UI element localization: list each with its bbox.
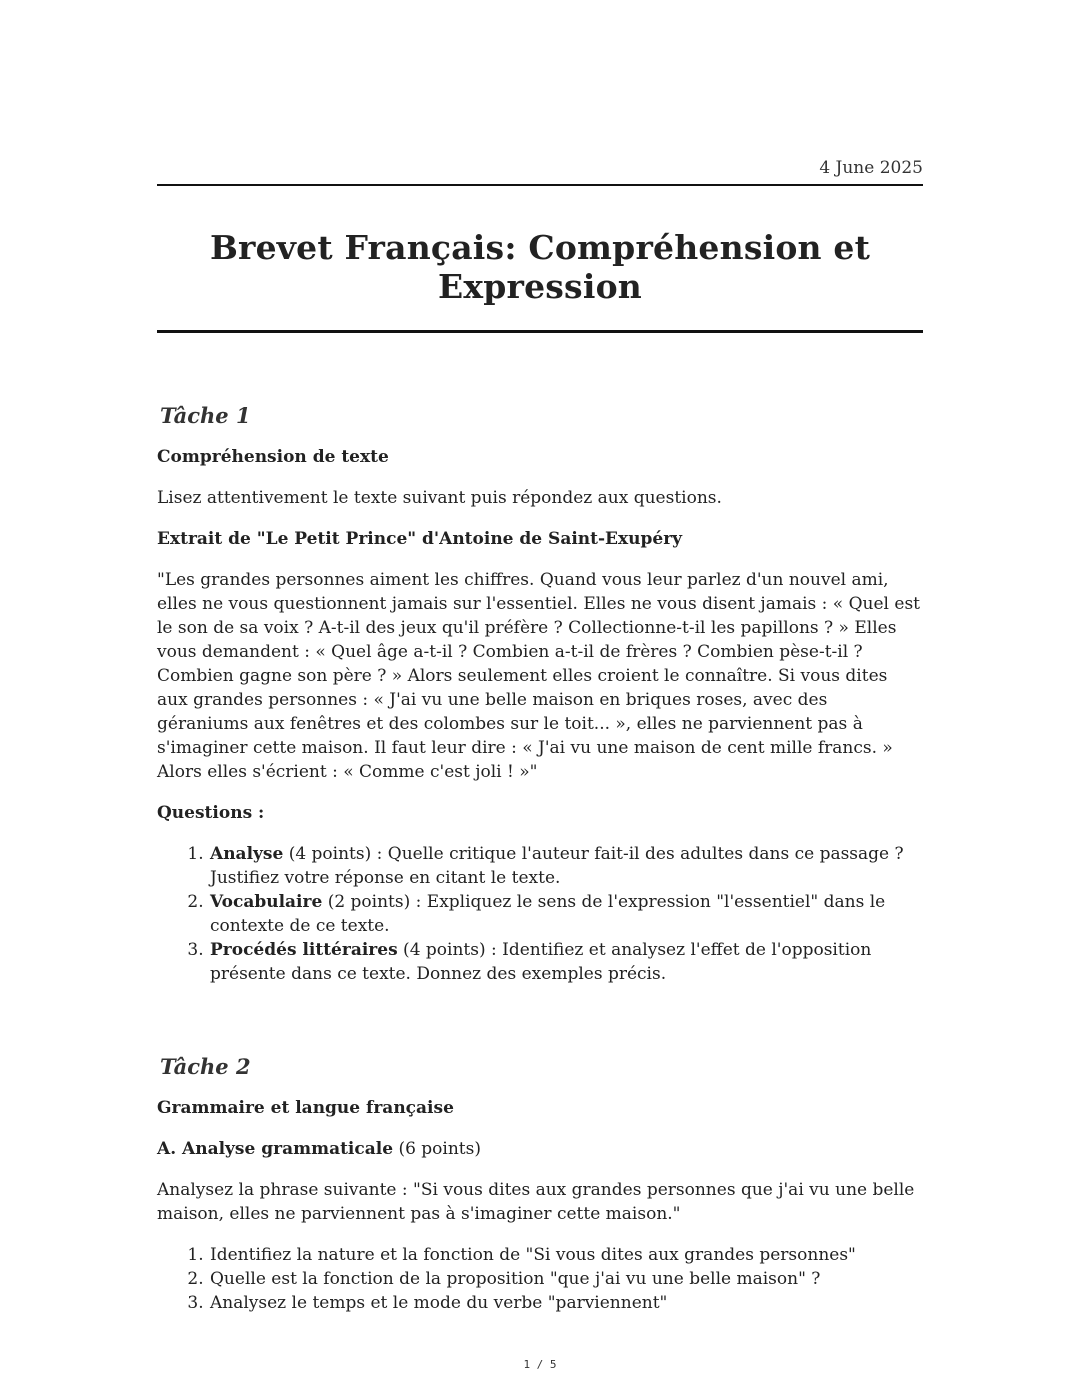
grammar-item: 2. Quelle est la fonction de la proposition "que j'ai vu une belle maison" ? [209,1267,923,1291]
title-divider [157,330,923,333]
section-a-heading [157,1137,923,1161]
question-text: (4 points) : Identifiez et analysez l'effet de l'opposition présente dans ce texte. Donnez des exemples précis. [210,940,872,984]
grammar-item: 3. Analysez le temps et le mode du verbe "parviennent" [209,1291,923,1315]
page-title: Brevet Français: Compréhension et Expression [209,228,871,306]
grammar-items-list [157,1243,923,1315]
question-term: Vocabulaire [210,892,323,912]
section-a-points: (6 points) [393,1139,481,1159]
extract-title: Extrait de "Le Petit Prince" d'Antoine de Saint-Exupéry [157,529,683,549]
header-divider [157,184,923,186]
task-2-section [157,1054,923,1315]
questions-label: Questions : [157,803,265,823]
questions-list [157,842,923,986]
question-item [209,938,923,986]
task-1-section [157,403,923,986]
question-term: Procédés littéraires [210,940,398,960]
task-1-subtitle: Compréhension de texte [157,447,389,467]
question-term: Analyse [210,844,284,864]
document-body [157,403,923,1315]
task-1-heading: Tâche 1 [160,403,251,428]
task-2-instruction: Analysez la phrase suivante : "Si vous dites aux grandes personnes que j'ai vu une belle maison, elles ne parviennent pas à s'imaginer cette maison." [157,1180,915,1224]
extract-passage: "Les grandes personnes aiment les chiffres. Quand vous leur parlez d'un nouvel ami, elles ne vous questionnent jamais sur l'essentiel. Elles ne vous disent jamais : « Quel est le son de sa voix ? A-t-il des jeux qu'il préfère ? Collectionne-t-il les papillons ? » Elles vous demandent : « Quel âge a-t-il ? Combien a-t-il de frères ? Combien pèse-t-il ? Combien gagne son père ? » Alors seulement elles croient le connaître. Si vous dites aux grandes personnes : « J'ai vu une belle maison en briques roses, avec des géraniums aux fenêtres et des colombes sur le toit... », elles ne parviennent pas à s'imaginer cette maison. Il faut leur dire : « J'ai vu une maison de cent mille francs. » Alors elles s'écrient : « Comme c'est joli ! »" [157,570,920,782]
grammar-item: 1. Identifiez la nature et la fonction de "Si vous dites aux grandes personnes" [209,1243,923,1267]
task-1-instruction: Lisez attentivement le texte suivant puis répondez aux questions. [157,488,722,508]
question-text: (2 points) : Expliquez le sens de l'expression "l'essentiel" dans le contexte de ce texte. [210,892,886,936]
question-item [209,890,923,938]
question-text: (4 points) : Quelle critique l'auteur fait-il des adultes dans ce passage ? Justifiez votre réponse en citant le texte. [210,844,904,888]
page-number: 1 / 5 [523,1358,557,1371]
task-2-subtitle: Grammaire et langue française [157,1098,454,1118]
task-2-heading: Tâche 2 [160,1054,251,1079]
section-a-title: A. Analyse grammaticale [157,1139,394,1159]
document-date: 4 June 2025 [819,158,923,178]
question-item [209,842,923,890]
